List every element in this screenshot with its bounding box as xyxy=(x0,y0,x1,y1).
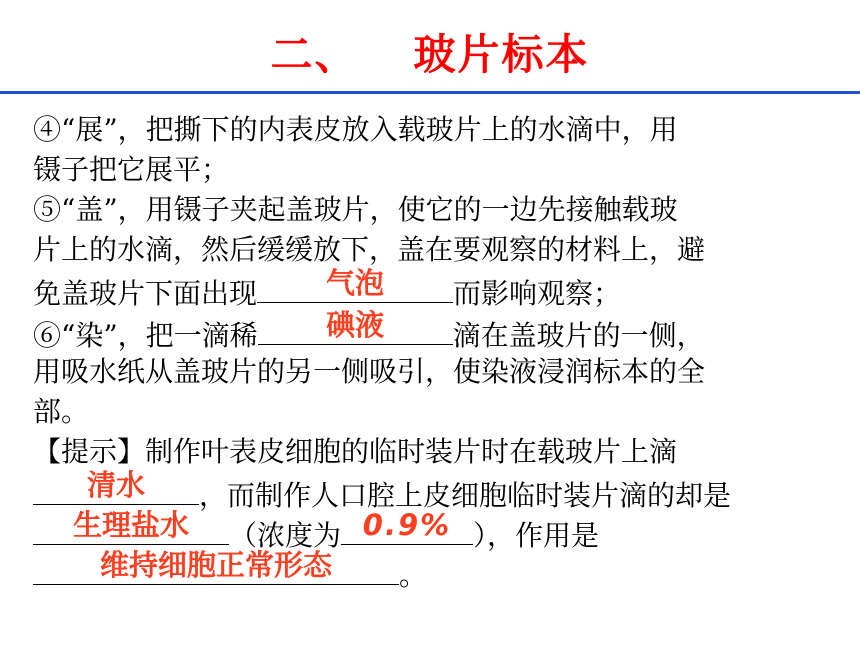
fill-blank-4 xyxy=(33,508,229,545)
answer-iodine: 碘液 xyxy=(326,308,385,342)
answer-water: 清水 xyxy=(86,468,145,502)
fill-blank-1 xyxy=(257,266,453,303)
text-line-8: 部。 xyxy=(33,395,90,428)
title-divider xyxy=(0,91,860,94)
text-segment: 而影响观察； xyxy=(453,277,622,310)
answer-saline: 生理盐水 xyxy=(72,508,189,542)
text-segment: ），作用是 xyxy=(473,519,600,552)
text-line-12 xyxy=(33,548,428,596)
text-line-9: 【提示】制作叶表皮细胞的临时装片时在载玻片上滴 xyxy=(33,435,678,468)
text-line-4: 片上的水滴，然后缓缓放下，盖在要观察的材料上，避 xyxy=(33,233,706,266)
fill-blank-5 xyxy=(341,508,473,545)
fill-blank-3 xyxy=(33,468,199,505)
text-line-1: ④“展”，把撕下的内表皮放入载玻片上的水滴中，用 xyxy=(33,113,678,146)
title-number: 二、 xyxy=(270,30,359,79)
answer-concentration: 0.9% xyxy=(362,508,452,542)
text-segment: 。 xyxy=(399,559,428,592)
answer-bubbles: 气泡 xyxy=(326,266,385,300)
fill-blank-6 xyxy=(33,548,399,585)
answer-function: 维持细胞正常形态 xyxy=(99,548,332,582)
text-line-3: ⑤“盖”，用镊子夹起盖玻片，使它的一边先接触载玻 xyxy=(33,193,678,226)
text-segment: 滴在盖玻片的一侧， xyxy=(452,319,705,352)
text-line-7: 用吸水纸从盖玻片的另一侧吸引，使染液浸润标本的全 xyxy=(33,355,706,388)
text-line-6 xyxy=(33,308,705,356)
text-segment: ⑥“染”，把一滴稀 xyxy=(33,319,258,352)
fill-blank-2 xyxy=(258,308,453,345)
text-segment: （浓度为 xyxy=(229,519,342,552)
text-segment: ，而制作人口腔上皮细胞临时装片滴的却是 xyxy=(199,479,732,512)
title-text: 玻片标本 xyxy=(413,30,590,79)
slide-title xyxy=(0,22,860,82)
text-line-2: 镊子把它展平； xyxy=(33,153,230,186)
text-segment: 免盖玻片下面出现 xyxy=(33,277,258,310)
